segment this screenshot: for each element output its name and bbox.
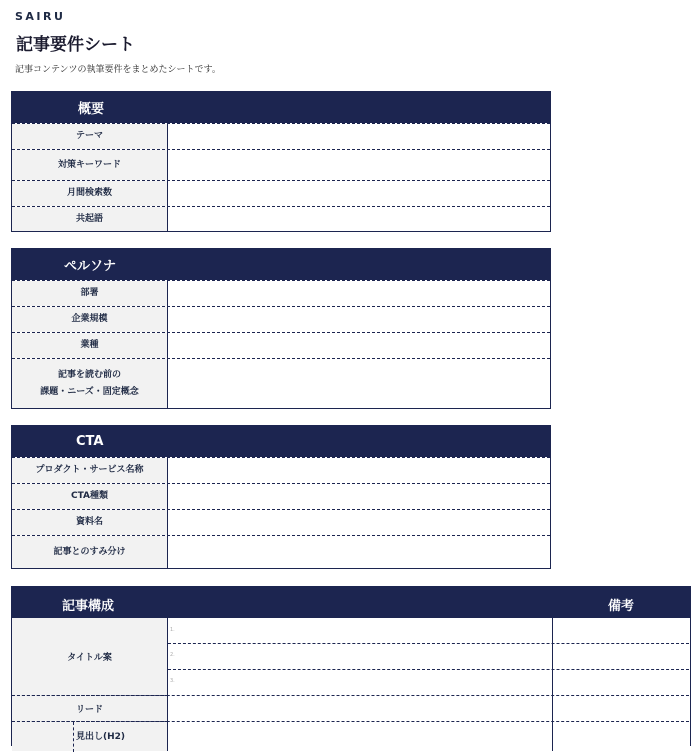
row-value-cell[interactable]	[168, 359, 550, 408]
row-value-cell[interactable]	[168, 150, 550, 180]
table-row	[12, 535, 550, 568]
row-label	[12, 359, 168, 408]
h2-cell[interactable]	[168, 721, 553, 751]
row-label: 対策キーワード	[12, 150, 168, 180]
table-row	[12, 509, 550, 535]
lead-label: リード	[12, 695, 168, 721]
structure-section	[11, 586, 691, 746]
lead-cell[interactable]	[168, 695, 553, 721]
row-label: 月間検索数	[12, 181, 168, 206]
row-value-cell[interactable]	[168, 207, 550, 231]
row-label: 企業規模	[12, 307, 168, 332]
row-value-cell[interactable]	[168, 333, 550, 358]
row-label: 共起語	[12, 207, 168, 231]
persona-header	[12, 249, 550, 280]
cta-header	[12, 426, 550, 457]
title-proposal-label: タイトル案	[12, 618, 168, 695]
table-row	[12, 180, 550, 206]
table-row	[12, 149, 550, 180]
note-cell[interactable]	[553, 695, 689, 721]
item-number: 1.	[170, 627, 175, 633]
row-label: プロダクト・サービス名称	[12, 458, 168, 483]
overview-header	[12, 92, 550, 123]
cta-heading: CTA	[76, 434, 104, 449]
page-description: 記事コンテンツの執筆要件をまとめたシートです。	[15, 65, 221, 75]
table-row	[12, 280, 550, 306]
row-value-cell[interactable]	[168, 124, 550, 149]
table-row	[12, 483, 550, 509]
item-number: 2.	[170, 652, 175, 658]
row-value-cell[interactable]	[168, 281, 550, 306]
row-label: 部署	[12, 281, 168, 306]
row-label: CTA種類	[12, 484, 168, 509]
title-proposal-cell-1[interactable]	[168, 618, 553, 643]
row-label-line: 記事を読む前の	[57, 369, 121, 380]
table-row	[12, 206, 550, 231]
overview-heading: 概要	[78, 102, 105, 117]
note-cell[interactable]	[553, 643, 689, 669]
overview-section	[11, 91, 551, 232]
h2-label-cell	[12, 721, 168, 751]
table-row	[12, 123, 550, 149]
brand-logo-text: SAIRU	[15, 10, 66, 23]
row-label: 資料名	[12, 510, 168, 535]
structure-heading: 記事構成	[62, 599, 115, 614]
cta-section	[11, 425, 551, 569]
h2-label: 見出し(H2)	[76, 732, 126, 742]
notes-heading: 備考	[608, 599, 635, 614]
row-label: テーマ	[12, 124, 168, 149]
row-label: 業種	[12, 333, 168, 358]
table-row	[12, 306, 550, 332]
page-title: 記事要件シート	[16, 35, 135, 55]
note-cell[interactable]	[553, 721, 689, 751]
note-cell[interactable]	[553, 618, 689, 643]
row-value-cell[interactable]	[168, 307, 550, 332]
table-row	[12, 332, 550, 358]
row-value-cell[interactable]	[168, 458, 550, 483]
row-value-cell[interactable]	[168, 181, 550, 206]
row-label-line: 課題・ニーズ・固定概念	[40, 386, 139, 397]
persona-section	[11, 248, 551, 409]
row-divider	[168, 669, 689, 670]
title-proposal-cell-2[interactable]	[168, 643, 553, 669]
note-cell[interactable]	[553, 669, 689, 695]
row-value-cell[interactable]	[168, 510, 550, 535]
indent-divider	[73, 722, 74, 752]
row-value-cell[interactable]	[168, 484, 550, 509]
persona-heading: ペルソナ	[64, 259, 117, 274]
structure-header	[12, 587, 690, 618]
row-divider	[168, 643, 689, 644]
table-row	[12, 358, 550, 408]
table-row	[12, 457, 550, 483]
item-number: 3.	[170, 678, 175, 684]
row-value-cell[interactable]	[168, 536, 550, 568]
row-label: 記事とのすみ分け	[12, 536, 168, 568]
title-proposal-cell-3[interactable]	[168, 669, 553, 695]
